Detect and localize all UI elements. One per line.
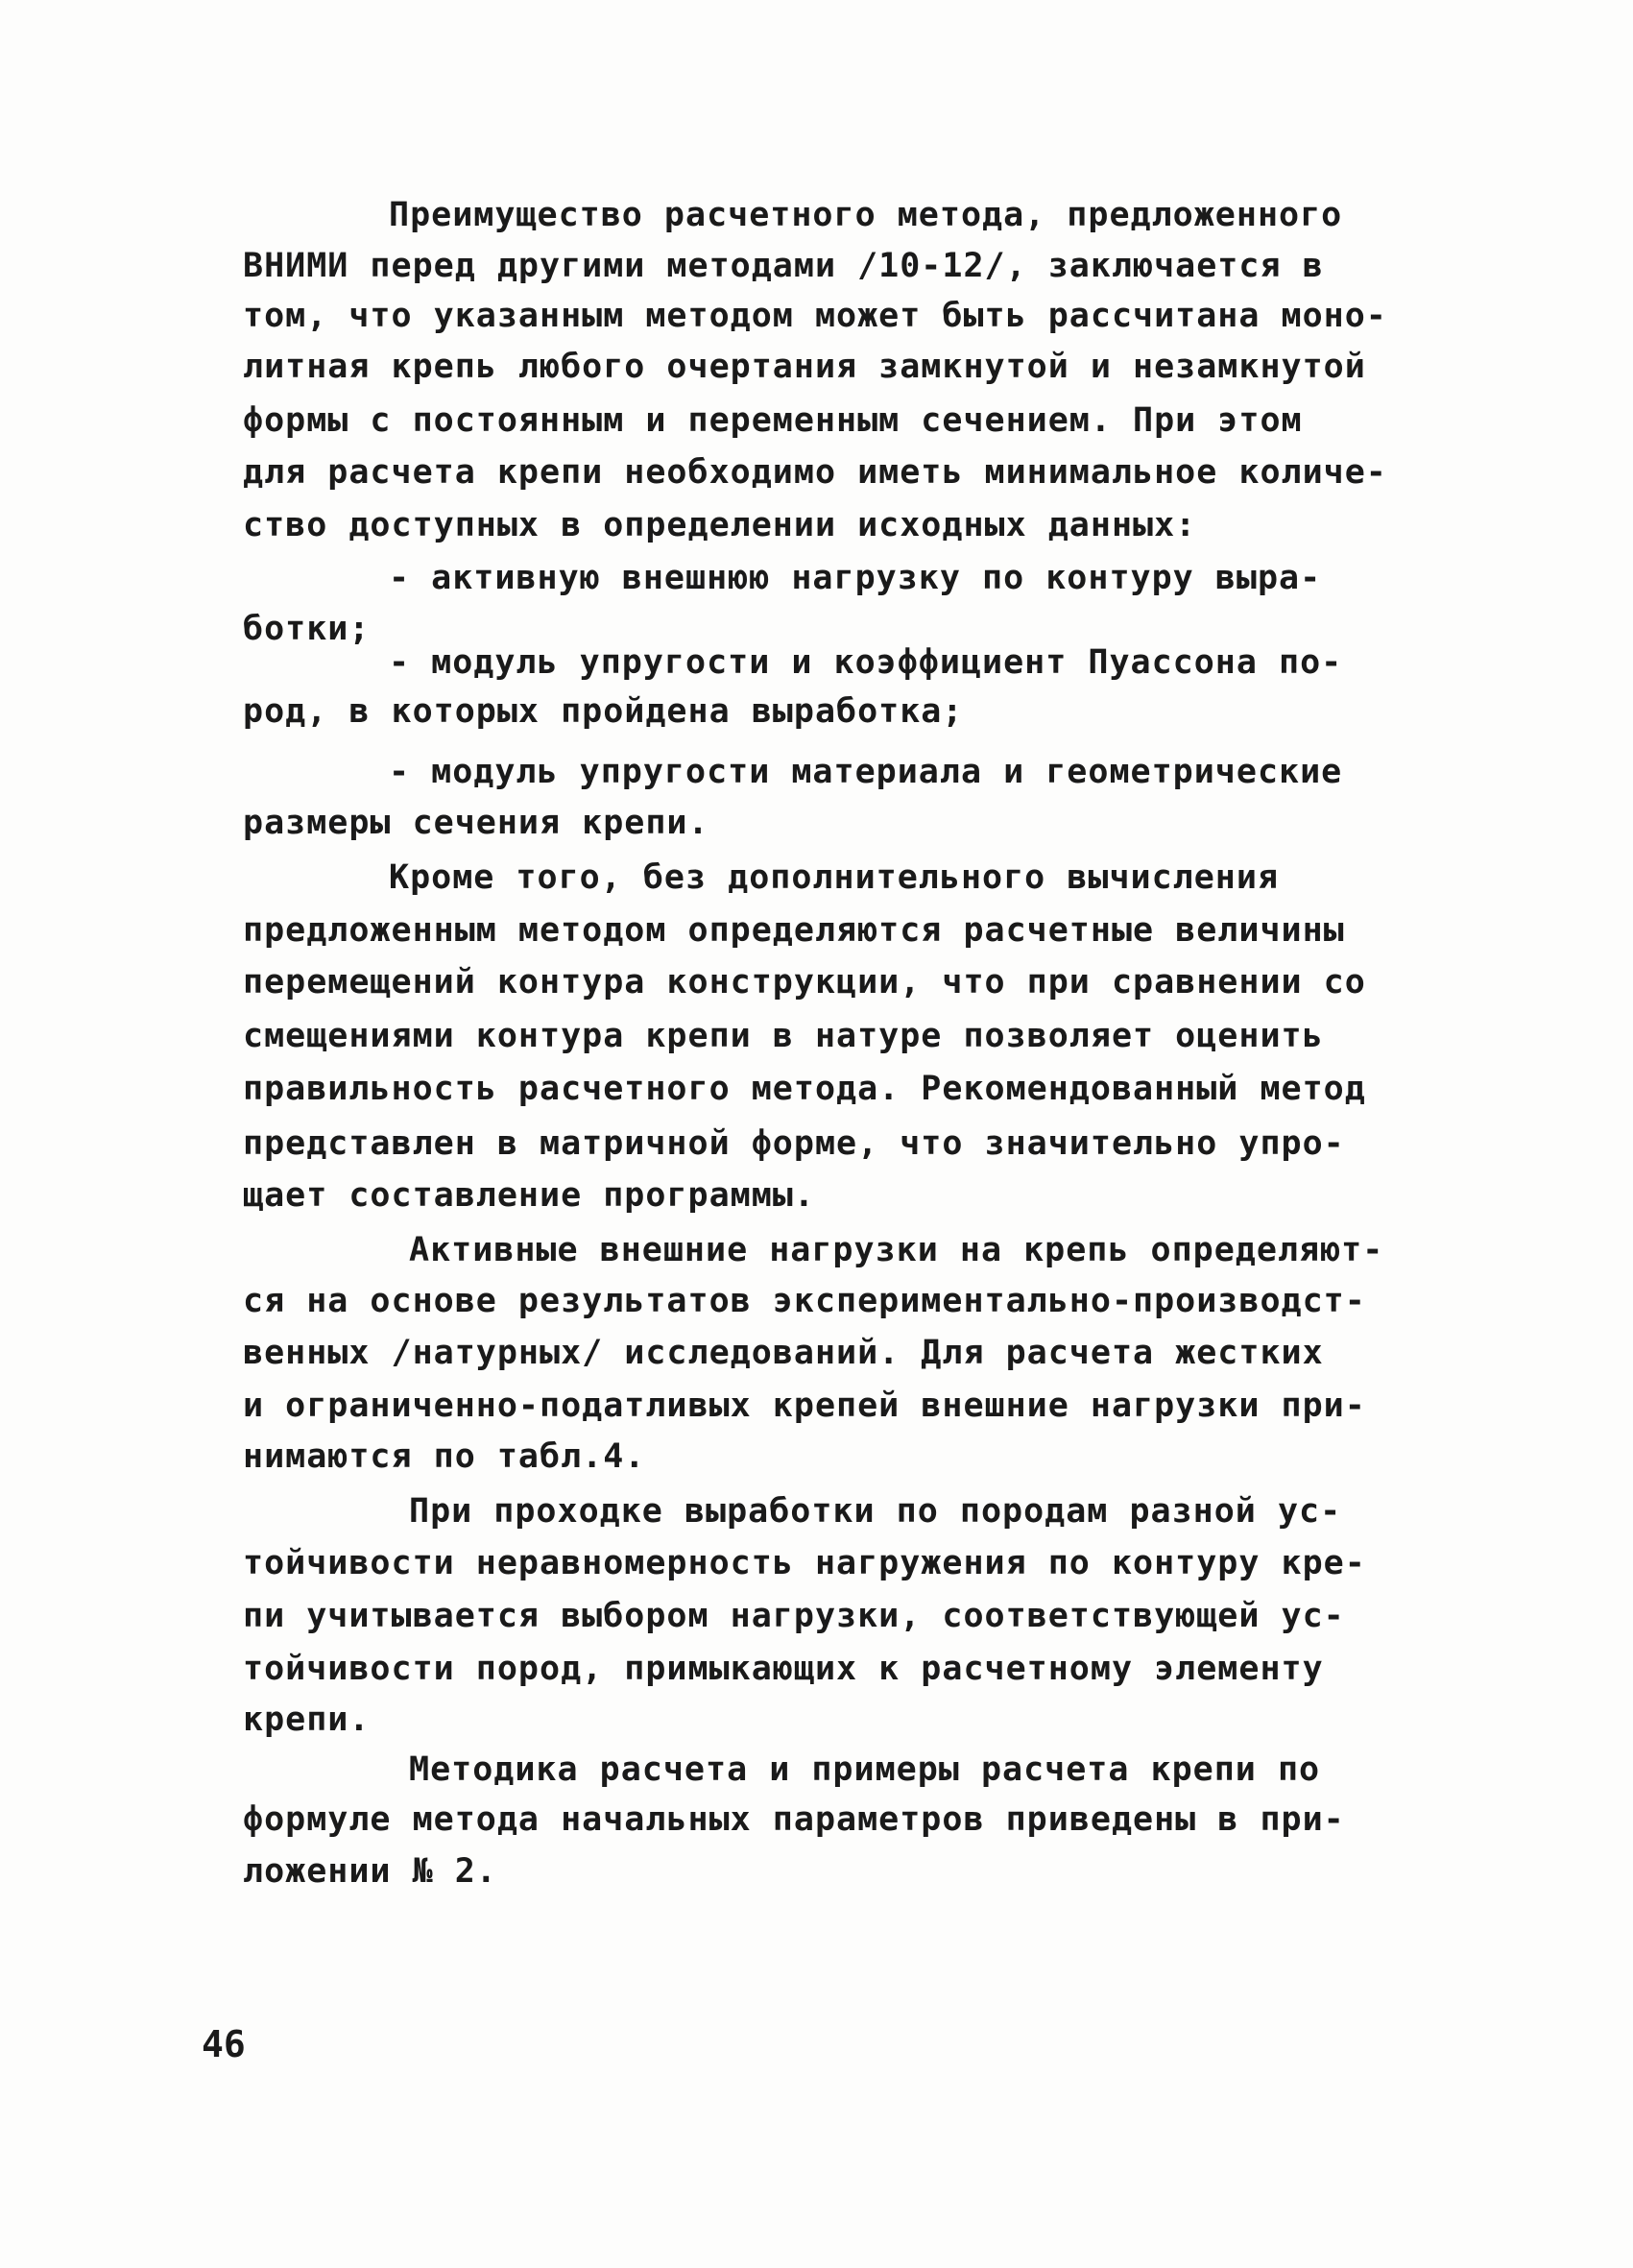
text-line: формы с постоянным и переменным сечением. При этом xyxy=(243,401,1303,440)
text-line: Преимущество расчетного метода, предложенного xyxy=(389,196,1343,234)
text-line: тойчивости неравномерность нагружения по контуру кре- xyxy=(243,1544,1366,1582)
text-line: ботки; xyxy=(243,610,371,648)
text-line: щает составление программы. xyxy=(243,1176,815,1215)
text-line: ВНИМИ перед другими методами /10-12/, заключается в xyxy=(243,247,1324,285)
text-line: ство доступных в определении исходных данных: xyxy=(243,506,1197,544)
text-line: предложенным методом определяются расчетные величины xyxy=(243,911,1345,950)
text-line: ся на основе результатов экспериментально-производст- xyxy=(243,1282,1366,1320)
text-line: том, что указанным методом может быть рассчитана моно- xyxy=(243,297,1387,335)
text-line: формуле метода начальных параметров приведены в при- xyxy=(243,1800,1345,1839)
text-line: - активную внешнюю нагрузку по контуру выра- xyxy=(389,559,1322,597)
text-line: венных /натурных/ исследований. Для расчета жестких xyxy=(243,1334,1324,1372)
text-line: литная крепь любого очертания замкнутой и незамкнутой xyxy=(243,348,1366,386)
text-line: представлен в матричной форме, что значительно упро- xyxy=(243,1124,1345,1163)
text-line: тойчивости пород, примыкающих к расчетному элементу xyxy=(243,1650,1324,1688)
page-number: 46 xyxy=(202,2023,246,2065)
text-line: род, в которых пройдена выработка; xyxy=(243,692,964,731)
text-line: Активные внешние нагрузки на крепь определяют- xyxy=(409,1231,1384,1269)
text-line: - модуль упругости материала и геометрические xyxy=(389,753,1343,791)
text-line: правильность расчетного метода. Рекомендованный метод xyxy=(243,1070,1366,1108)
text-line: При проходке выработки по породам разной ус- xyxy=(409,1492,1342,1531)
text-line: и ограниченно-податливых крепей внешние нагрузки при- xyxy=(243,1387,1366,1425)
text-line: ложении № 2. xyxy=(243,1852,497,1891)
text-line: Методика расчета и примеры расчета крепи по xyxy=(409,1750,1321,1789)
text-line: нимаются по табл.4. xyxy=(243,1437,646,1476)
text-line: для расчета крепи необходимо иметь минимальное количе- xyxy=(243,453,1387,492)
text-line: Кроме того, без дополнительного вычисления xyxy=(389,858,1280,897)
text-line: пи учитывается выбором нагрузки, соответствующей ус- xyxy=(243,1597,1345,1635)
text-line: размеры сечения крепи. xyxy=(243,804,709,842)
text-line: перемещений контура конструкции, что при сравнении со xyxy=(243,963,1366,1001)
text-line: - модуль упругости и коэффициент Пуассона по- xyxy=(389,643,1343,682)
text-line: крепи. xyxy=(243,1701,371,1739)
text-line: смещениями контура крепи в натуре позволяет оценить xyxy=(243,1017,1324,1055)
